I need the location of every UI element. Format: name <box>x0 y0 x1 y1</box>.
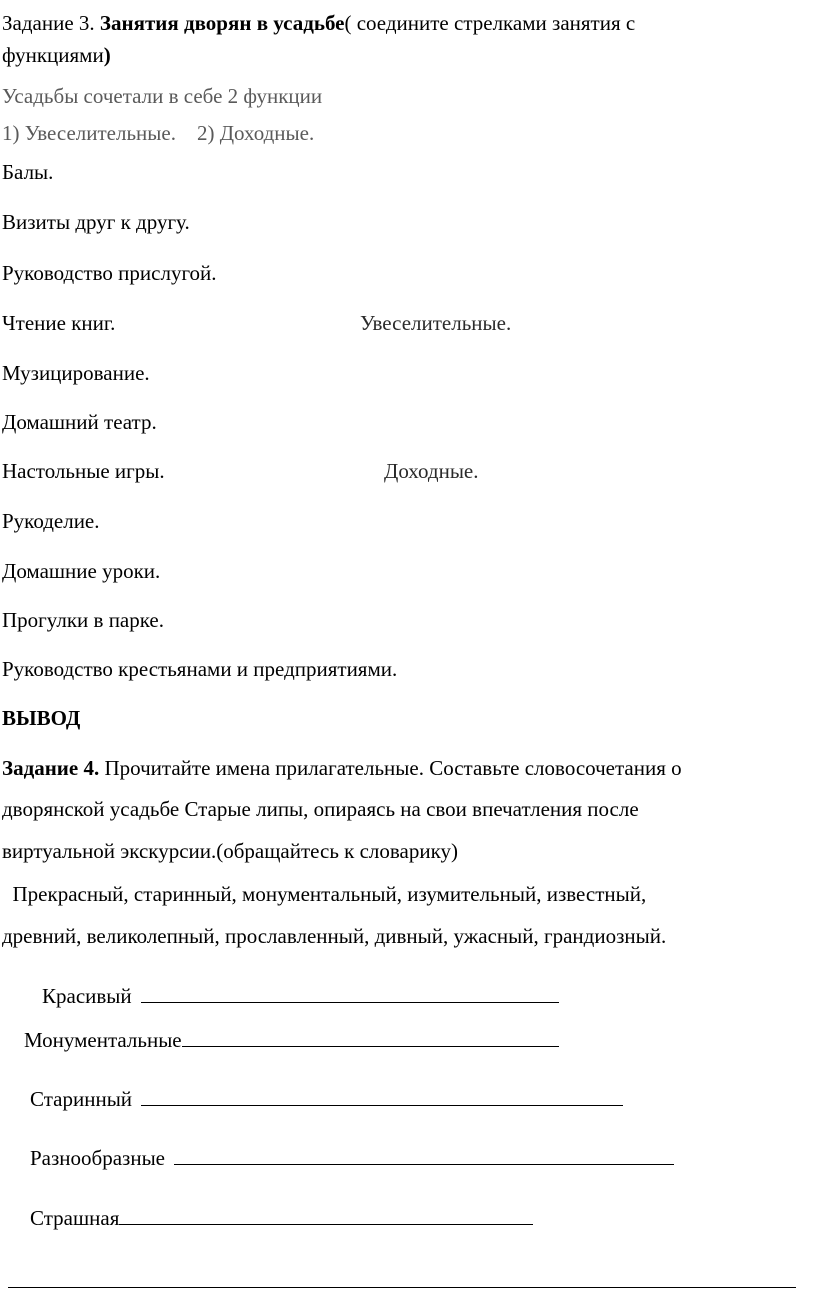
fill-in-row <box>30 1206 533 1231</box>
answer-line[interactable] <box>141 1087 623 1106</box>
fill-in-word: Разнообразные <box>30 1146 166 1170</box>
function-entertainment: Увеселительные. <box>360 311 512 335</box>
task3-title-close: ) <box>103 43 111 67</box>
activity-item: Настольные игры. <box>2 459 165 483</box>
activity-item: Балы. <box>2 160 54 184</box>
task4-label: Задание 4. <box>2 756 100 780</box>
function-income: Доходные. <box>384 459 479 483</box>
task3-title-rest: ( соедините стрелками занятия с <box>344 11 636 35</box>
task3-heading <box>2 4 635 42</box>
fill-in-word: Красивый <box>42 984 132 1008</box>
activity-item: Руководство крестьянами и предприятиями. <box>2 657 398 681</box>
task3-intro: Усадьбы сочетали в себе 2 функции <box>2 84 323 108</box>
fill-in-word: Старинный <box>30 1087 133 1111</box>
bottom-rule <box>8 1287 796 1288</box>
task3-title-line2: функциями <box>2 43 104 67</box>
activity-item: Домашние уроки. <box>2 559 161 583</box>
task3-title: Занятия дворян в усадьбе <box>99 11 345 35</box>
activity-item: Руководство прислугой. <box>2 261 217 285</box>
activity-item: Домашний театр. <box>2 410 157 434</box>
fill-in-row <box>24 1028 559 1053</box>
activity-item: Чтение книг. <box>2 311 116 335</box>
fill-in-row <box>30 1087 623 1112</box>
answer-line[interactable] <box>182 1028 559 1047</box>
task4-text: Прочитайте имена прилагательные. Составьте словосочетания о <box>99 756 682 780</box>
task4-text-line1 <box>2 756 682 781</box>
conclusion-heading: ВЫВОД <box>2 706 81 730</box>
answer-line[interactable] <box>119 1206 533 1225</box>
fill-in-row <box>42 984 559 1009</box>
answer-line[interactable] <box>141 984 559 1003</box>
fill-in-row <box>30 1146 674 1171</box>
task3-heading-line2 <box>2 40 111 70</box>
task3-functions-line: 1) Увеселительные. 2) Доходные. <box>2 121 315 145</box>
answer-line[interactable] <box>174 1146 674 1165</box>
activity-item: Визиты друг к другу. <box>2 210 190 234</box>
task4-adjectives-line2: древний, великолепный, прославленный, дивный, ужасный, грандиозный. <box>2 924 667 948</box>
activity-item: Рукоделие. <box>2 509 100 533</box>
fill-in-word: Монументальные <box>24 1028 182 1052</box>
activity-item: Музицирование. <box>2 361 150 385</box>
task3-label: Задание 3. <box>2 11 95 35</box>
fill-in-word: Страшная <box>30 1206 120 1230</box>
task4-adjectives-line1: Прекрасный, старинный, монументальный, изумительный, известный, <box>2 882 647 906</box>
task4-text-line2: дворянской усадьбе Старые липы, опираясь на свои впечатления после <box>2 797 639 821</box>
activity-item: Прогулки в парке. <box>2 608 165 632</box>
task4-text-line3: виртуальной экскурсии.(обращайтесь к словарику) <box>2 839 459 863</box>
